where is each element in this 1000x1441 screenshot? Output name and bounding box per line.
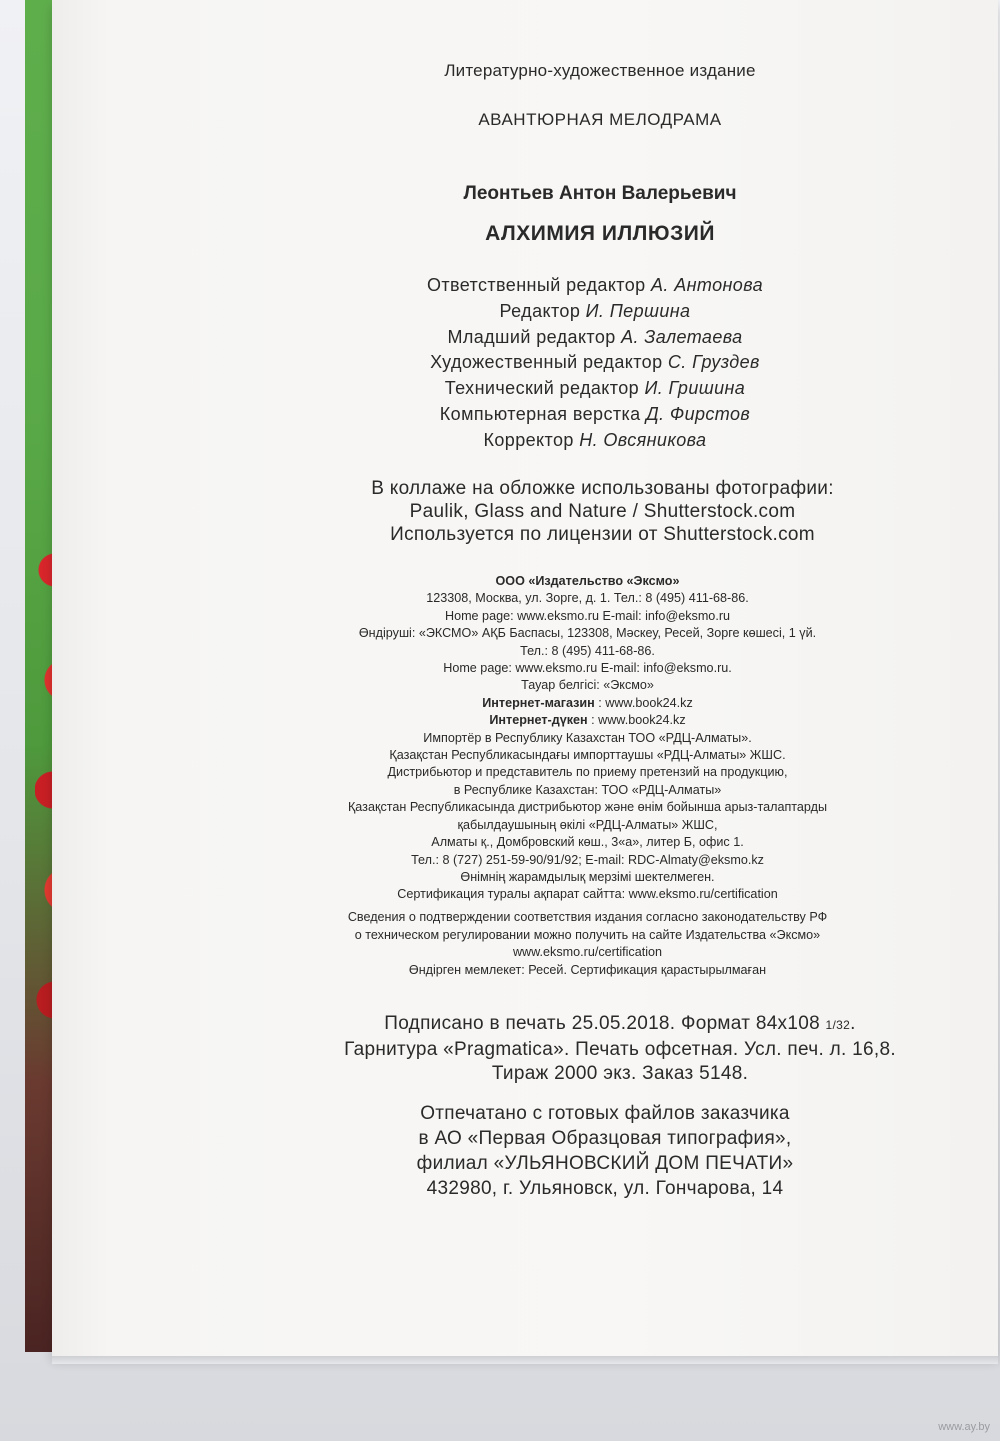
printer-line: филиал «УЛЬЯНОВСКИЙ ДОМ ПЕЧАТИ» — [416, 1153, 794, 1174]
credit-name: А. Антонова — [650, 275, 764, 295]
online-shop-line — [175, 695, 1000, 712]
credit-role: Художественный редактор — [430, 352, 663, 373]
print-date-text: Подписано в печать 25.05.2018. Формат 84х108 — [384, 1013, 826, 1034]
online-shop-label: Интернет-дүкен — [489, 713, 588, 728]
credit-line — [190, 428, 1000, 454]
credit-line — [190, 376, 1000, 402]
credit-line — [190, 325, 1000, 351]
publisher-line: Тауар белгісі: «Эксмо» — [521, 678, 654, 693]
online-shop-label: Интернет-магазин — [482, 695, 595, 710]
publisher-line: Сертификация туралы ақпарат сайтта: www.eksmo.ru/certification — [397, 887, 778, 902]
print-date-end: . — [850, 1013, 856, 1034]
certification-block — [0, 909, 1000, 979]
publisher-line: қабылдаушының өкілі «РДЦ-Алматы» ЖШС, — [457, 817, 718, 832]
credit-name: Д. Фирстов — [645, 403, 751, 424]
credit-role: Редактор — [499, 300, 581, 321]
credit-role: Технический редактор — [444, 378, 640, 399]
printer-block — [0, 1101, 1000, 1201]
page-edge — [52, 1356, 998, 1364]
photo-credit-block — [0, 477, 1000, 546]
credit-role: Компьютерная верстка — [439, 403, 641, 424]
publisher-line: Қазақстан Республикасындағы импорттаушы «РДЦ-Алматы» ЖШС. — [389, 748, 786, 763]
publisher-line: в Республике Казахстан: ТОО «РДЦ-Алматы» — [453, 782, 722, 797]
credit-name: Н. Овсяникова — [579, 429, 707, 450]
print-info-block — [0, 1012, 1000, 1087]
publisher-line: Өндіруші: «ЭКСМО» АҚБ Баспасы, 123308, Мәскеу, Ресей, Зорге көшесі, 1 үй. — [358, 626, 817, 641]
certification-line: Сведения о подтверждении соответствия издания согласно законодательству РФ — [347, 910, 828, 924]
publisher-line: Дистрибьютор и представитель по приему претензий на продукцию, — [387, 765, 788, 780]
publisher-line: Тел.: 8 (727) 251-59-90/91/92; E-mail: RDC-Almaty@eksmo.kz — [411, 852, 764, 867]
credit-line — [190, 273, 1000, 299]
credit-name: С. Груздев — [667, 352, 760, 373]
author-name: Леонтьев Антон Валерьевич — [463, 183, 737, 204]
printer-line: в АО «Первая Образцовая типография», — [418, 1128, 792, 1149]
publisher-name: ООО «Издательство «Эксмо» — [495, 574, 680, 588]
print-run-line: Тираж 2000 экз. Заказ 5148. — [491, 1063, 749, 1084]
online-shop-url: : www.book24.kz — [594, 695, 693, 710]
publisher-block — [0, 573, 1000, 904]
typeface-line: Гарнитура «Pragmatica». Печать офсетная. Усл. печ. л. 16,8. — [344, 1038, 896, 1060]
publisher-line: Алматы қ., Домбровский көш., 3«а», литер Б, офис 1. — [431, 835, 744, 850]
format-fraction: 1/32 — [825, 1018, 851, 1032]
certification-line: Өндірген мемлекет: Ресей. Сертификация қарастырылмаған — [408, 962, 767, 977]
photo-credit-line: Paulik, Glass and Nature / Shutterstock.com — [409, 501, 796, 522]
publisher-line: Импортёр в Республику Казахстан ТОО «РДЦ-Алматы». — [423, 730, 752, 745]
online-shop-line — [175, 712, 1000, 729]
credit-name: И. Першина — [585, 300, 691, 321]
genre-line: Литературно-художественное издание — [444, 61, 756, 80]
publisher-line: Өнімнің жарамдылық мерзімі шектелмеген. — [460, 869, 715, 884]
book-title: АЛХИМИЯ ИЛЛЮЗИЙ — [485, 222, 715, 245]
photo-credit-line: Используется по лицензии от Shutterstock.com — [390, 524, 815, 545]
printer-line: Отпечатано с готовых файлов заказчика — [420, 1103, 790, 1124]
credit-line — [190, 350, 1000, 376]
credit-line — [190, 402, 1000, 428]
certification-line: www.eksmo.ru/certification — [512, 945, 663, 960]
certification-line: о техническом регулировании можно получить на сайте Издательства «Эксмо» — [354, 927, 821, 942]
publisher-line: Қазақстан Республикасында дистрибьютор және өнім бойынша арыз-талаптарды — [347, 800, 828, 815]
credit-role: Корректор — [483, 429, 574, 450]
credit-name: И. Гришина — [644, 378, 746, 399]
credit-role: Младший редактор — [447, 326, 616, 347]
publisher-line: Home page: www.eksmo.ru E-mail: info@eksmo.ru. — [443, 661, 732, 676]
publisher-line: Тел.: 8 (495) 411-68-86. — [520, 643, 655, 658]
print-date-line — [240, 1012, 1000, 1038]
genre-subtitle: АВАНТЮРНАЯ МЕЛОДРАМА — [478, 110, 722, 129]
credit-role: Ответственный редактор — [426, 275, 646, 295]
credit-line — [190, 299, 1000, 325]
online-shop-url: : www.book24.kz — [587, 713, 686, 728]
credits-block — [0, 273, 1000, 454]
publisher-line: 123308, Москва, ул. Зорге, д. 1. Тел.: 8 (495) 411-68-86. — [426, 591, 749, 606]
credit-name: А. Залетаева — [621, 326, 743, 347]
watermark: www.ay.by — [938, 1421, 990, 1433]
publisher-line: Home page: www.eksmo.ru E-mail: info@eksmo.ru — [444, 608, 731, 623]
photo-credit-line: В коллаже на обложке использованы фотографии: — [371, 478, 834, 499]
printer-line: 432980, г. Ульяновск, ул. Гончарова, 14 — [426, 1178, 784, 1199]
